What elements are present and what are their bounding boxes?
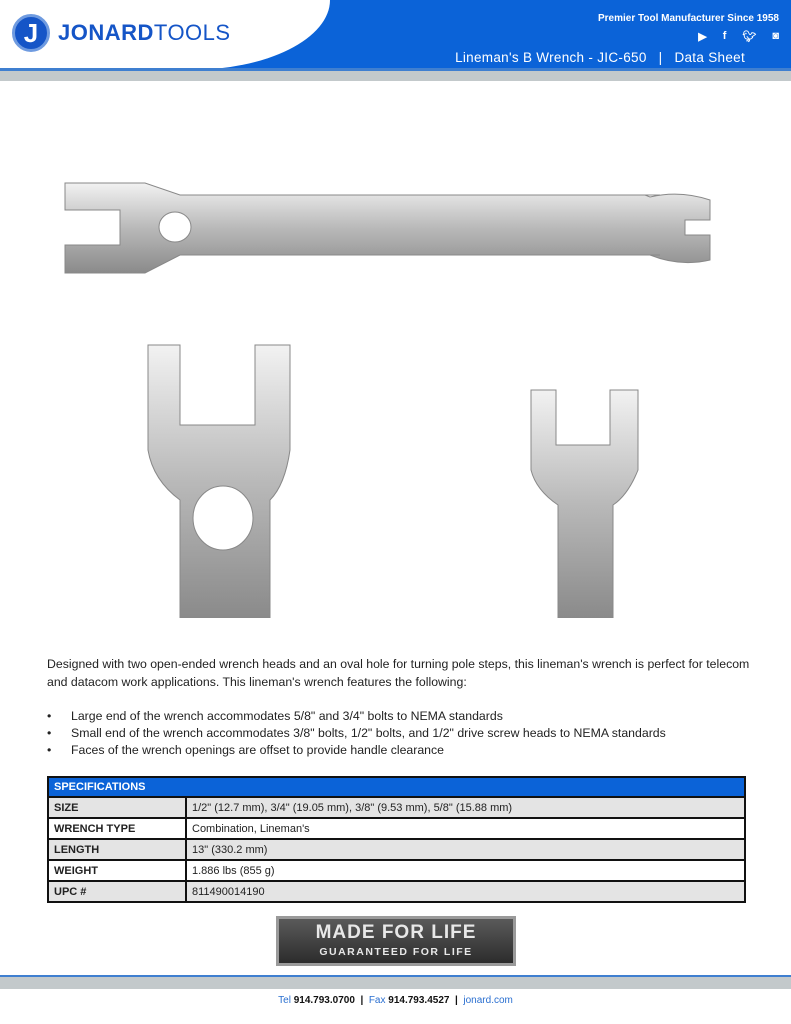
youtube-icon[interactable]: ▶ [698,31,707,43]
wrench-full-image [60,175,720,280]
spec-value: 13" (330.2 mm) [186,839,745,860]
separator: | [360,995,364,1006]
instagram-icon[interactable]: ◙ [772,30,779,42]
spec-label: UPC # [48,881,186,902]
spec-value: 1/2" (12.7 mm), 3/4" (19.05 mm), 3/8" (9.53 mm), 5/8" (15.88 mm) [186,797,745,818]
logo-mark: J [12,14,50,52]
badge-title: MADE FOR LIFE [315,922,477,943]
wrench-large-end-closeup [145,340,295,618]
spec-label: SIZE [48,797,186,818]
footer-contact [0,995,791,1006]
header-gray-bar [0,71,791,81]
footer-gray-bar [0,977,791,989]
document-title: Lineman's B Wrench - JIC-650 | Data Sheet [455,50,745,65]
table-row [48,881,745,902]
spec-label: WRENCH TYPE [48,818,186,839]
separator: | [455,995,458,1006]
feature-list [47,708,666,759]
spec-label: LENGTH [48,839,186,860]
table-row [48,818,745,839]
fax-number: 914.793.4527 [388,995,450,1006]
tagline: Premier Tool Manufacturer Since 1958 [598,13,779,24]
feature-item: • Faces of the wrench openings are offset to provide handle clearance [47,742,666,759]
fax-label: Fax [368,995,386,1006]
spec-value: Combination, Lineman's [186,818,745,839]
table-row [48,839,745,860]
social-links [698,30,779,43]
jonard-logo[interactable] [12,14,231,52]
table-row [48,797,745,818]
spec-value: 1.886 lbs (855 g) [186,860,745,881]
table-row [48,860,745,881]
wrench-small-end-closeup [528,385,643,618]
website-link[interactable]: jonard.com [463,995,513,1006]
badge-subtitle: GUARANTEED FOR LIFE [319,946,473,958]
feature-item: • Large end of the wrench accommodates 5/8" and 3/4" bolts to NEMA standards [47,708,666,725]
specifications-table [47,776,746,903]
tel-number[interactable]: 914.793.0700 [293,995,355,1006]
made-for-life-badge [276,916,516,966]
feature-item: • Small end of the wrench accommodates 3/8" bolts, 1/2" bolts, and 1/2" drive screw heads to NEMA standards [47,725,666,742]
specs-header: SPECIFICATIONS [48,777,745,797]
facebook-icon[interactable]: f [722,30,727,42]
spec-label: WEIGHT [48,860,186,881]
product-description: Designed with two open-ended wrench heads and an oval hole for turning pole steps, this lineman's wrench is perfect for telecom and datacom work applications. This lineman's wrench features the following: [47,657,750,689]
twitter-icon[interactable]: 🐦︎ [742,31,757,43]
logo-text: JONARDTOOLS [58,20,231,45]
tel-label: Tel [278,995,291,1006]
spec-value: 811490014190 [186,881,745,902]
